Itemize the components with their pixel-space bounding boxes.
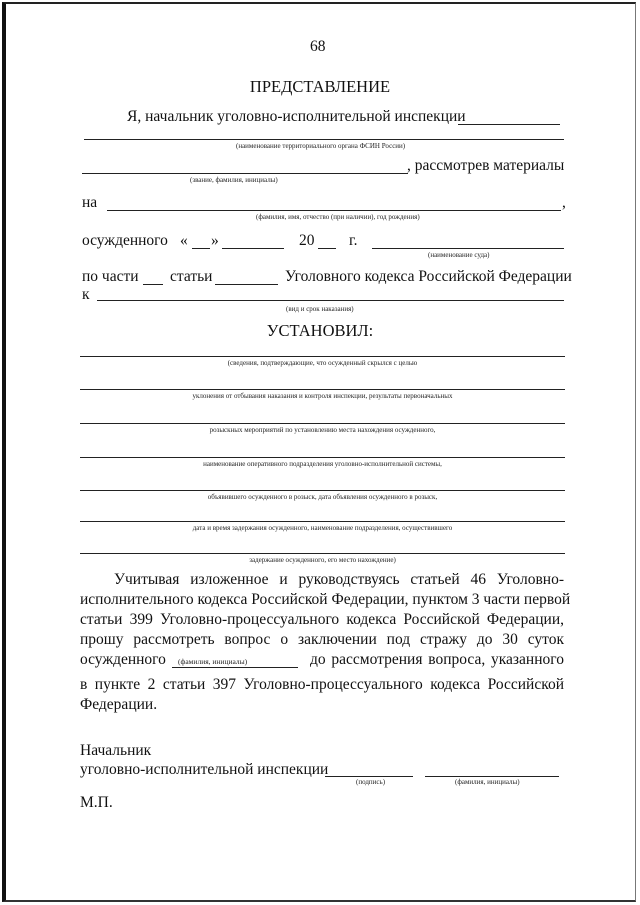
article-field[interactable]	[215, 284, 278, 285]
established-field-2[interactable]	[80, 389, 565, 390]
established-caption-4	[80, 460, 565, 468]
request-tail-line-1: в пункте 2 статьи 397 Уголовно-процессуального кодекса Российской	[80, 676, 564, 693]
request-until-text: до рассмотрения вопроса, указанного	[310, 651, 564, 668]
request-tail-line-2: Федерации.	[80, 696, 158, 713]
established-caption-text: объявившего осужденного в розыск, дата объявления осужденного в розыск,	[207, 493, 438, 501]
year-suffix: г.	[349, 232, 358, 249]
convicted-label: осужденного	[82, 232, 168, 249]
criminal-code-text: Уголовного кодекса Российской Федерации	[285, 268, 572, 285]
page-number: 68	[310, 38, 326, 55]
caption-territorial-body: (наименование территориального органа ФСИН России)	[236, 142, 406, 150]
rank-name-field[interactable]	[82, 173, 408, 174]
on-label: на	[82, 194, 98, 211]
established-field-1[interactable]	[80, 356, 565, 357]
signature-title-line1: Начальник	[80, 742, 152, 759]
established-heading	[0, 321, 640, 341]
caption-person: (фамилия, имя, отчество (при наличии), год рождения)	[256, 213, 420, 221]
established-field-6[interactable]	[80, 521, 565, 522]
established-caption-text: уклонения от отбывания наказания и контроля инспекции, результаты первоначальных	[192, 392, 453, 400]
established-field-4[interactable]	[80, 457, 565, 458]
caption-sentence: (вид и срок наказания)	[286, 305, 354, 313]
date-close-quote: »	[211, 232, 219, 249]
request-line-3: статьи 399 Уголовно-процессуального кодекса Российской Федерации,	[80, 611, 564, 628]
established-caption-5	[80, 493, 565, 501]
sentence-field[interactable]	[97, 300, 564, 301]
established-heading-text: УСТАНОВИЛ:	[266, 321, 374, 340]
article-label: статьи	[170, 268, 213, 285]
date-open-quote: «	[180, 232, 188, 249]
caption-signature-name: (фамилия, инициалы)	[455, 778, 520, 786]
established-caption-text: розыскных мероприятий по установлению места нахождения осужденного,	[209, 426, 436, 434]
territorial-body-field[interactable]	[84, 139, 564, 140]
having-reviewed-text: , рассмотрев материалы	[407, 157, 565, 174]
request-line-1: Учитывая изложенное и руководствуясь статьей 46 Уголовно-	[114, 571, 564, 588]
on-comma: ,	[562, 194, 566, 211]
request-name-field[interactable]	[172, 667, 298, 668]
day-field[interactable]	[192, 248, 210, 249]
established-caption-7	[80, 556, 565, 564]
request-caption-name: (фамилия, инициалы)	[178, 657, 248, 666]
caption-court: (наименование суда)	[428, 251, 490, 259]
established-caption-text: задержание осужденного, его место нахождение)	[249, 556, 396, 564]
signature-field[interactable]	[325, 776, 413, 777]
signature-title-line2: уголовно-исполнительной инспекции	[80, 761, 329, 778]
caption-signature: (подпись)	[356, 778, 386, 786]
request-line-2: исполнительного кодекса Российской Федерации, пунктом 3 части первой	[80, 591, 571, 608]
established-caption-1	[80, 359, 565, 367]
caption-rank-name: (звание, фамилия, инициалы)	[190, 176, 278, 184]
established-caption-text: наименование оперативного подразделения уголовно-исполнительной системы,	[203, 460, 442, 468]
established-field-3[interactable]	[80, 423, 565, 424]
year-field[interactable]	[318, 248, 336, 249]
person-field[interactable]	[107, 210, 561, 211]
signature-name-field[interactable]	[425, 776, 559, 777]
seal-label: М.П.	[80, 794, 113, 811]
established-caption-3	[80, 426, 565, 434]
inspection-name-field[interactable]	[458, 124, 560, 125]
established-caption-6	[80, 524, 565, 532]
request-convicted-label: осужденного	[80, 651, 166, 668]
intro-line1: Я, начальник уголовно-исполнительной инспекции	[127, 108, 466, 125]
part-label: по части	[82, 268, 139, 285]
established-caption-text: (сведения, подтверждающие, что осужденный скрылся с целью	[227, 359, 418, 367]
established-caption-text: дата и время задержания осужденного, наименование подразделения, осуществившего	[192, 524, 453, 532]
request-line-4: прошу рассмотреть вопрос о заключении под стражу до 30 суток	[80, 631, 564, 648]
court-field[interactable]	[372, 248, 564, 249]
month-field[interactable]	[222, 248, 284, 249]
document-title-text: ПРЕДСТАВЛЕНИЕ	[249, 77, 391, 96]
established-field-7[interactable]	[80, 553, 565, 554]
established-field-5[interactable]	[80, 490, 565, 491]
to-label: к	[82, 286, 90, 303]
document-title	[0, 77, 640, 97]
part-field[interactable]	[143, 284, 163, 285]
established-caption-2	[80, 392, 565, 400]
year-prefix: 20	[299, 232, 315, 249]
